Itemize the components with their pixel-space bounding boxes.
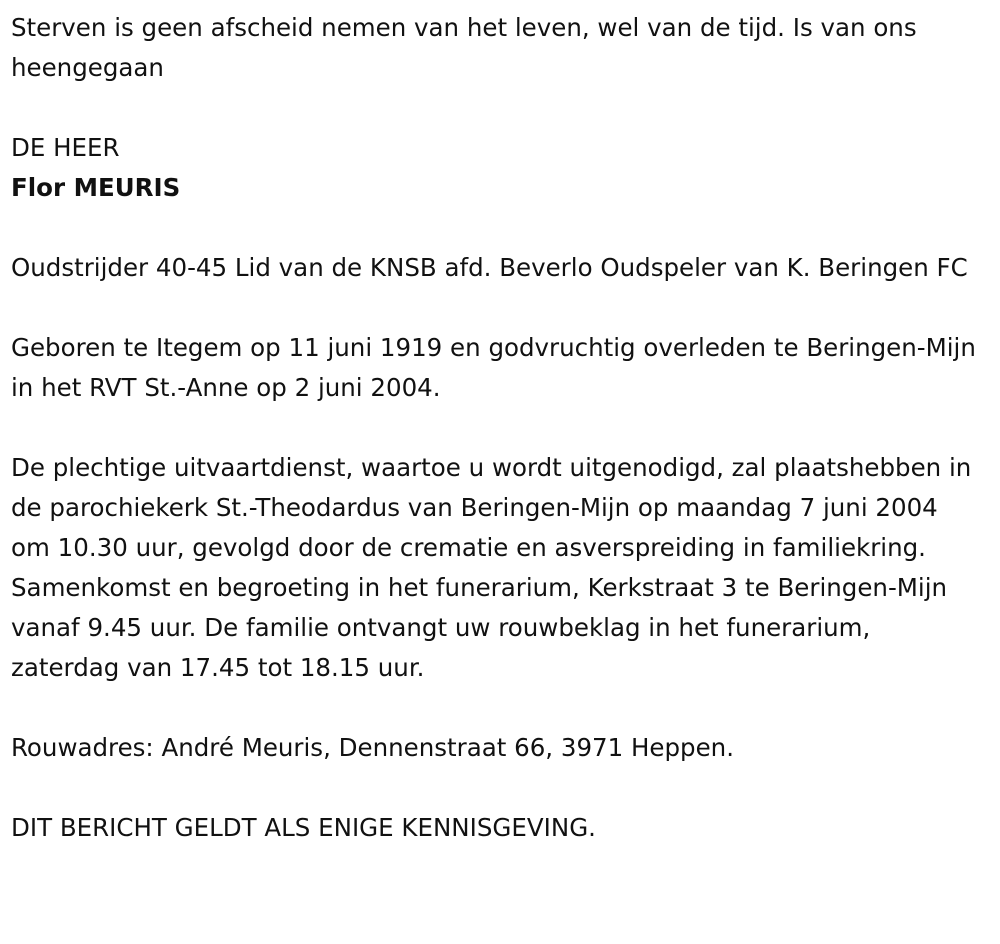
birth-death-text: Geboren te Itegem op 11 juni 1919 en godvruchtig overleden te Beringen-Mijn in het RVT St.-Anne op 2 juni 2004. bbox=[11, 333, 976, 402]
spacer bbox=[11, 88, 980, 128]
spacer bbox=[11, 768, 980, 808]
spacer bbox=[11, 208, 980, 248]
titles-text: Oudstrijder 40-45 Lid van de KNSB afd. Beverlo Oudspeler van K. Beringen FC bbox=[11, 253, 968, 282]
intro-text: Sterven is geen afscheid nemen van het leven, wel van de tijd. Is van ons heengegaan bbox=[11, 13, 917, 82]
closing-text: DIT BERICHT GELDT ALS ENIGE KENNISGEVING. bbox=[11, 813, 596, 842]
funeral-text: De plechtige uitvaartdienst, waartoe u wordt uitgenodigd, zal plaatshebben in de parochiekerk St.-Theodardus van Beringen-Mijn op maandag 7 juni 2004 om 10.30 uur, gevolgd door de crematie en asverspreiding in familiekring. Samenkomst en begroeting in het funerarium, Kerkstraat 3 te Beringen-Mijn vanaf 9.45 uur. De familie ontvangt uw rouwbeklag in het funerarium, zaterdag van 17.45 tot 18.15 uur. bbox=[11, 453, 972, 682]
address-text: Rouwadres: André Meuris, Dennenstraat 66, 3971 Heppen. bbox=[11, 733, 734, 762]
deceased-name: Flor MEURIS bbox=[11, 173, 181, 202]
spacer bbox=[11, 688, 980, 728]
spacer bbox=[11, 408, 980, 448]
honorific: DE HEER bbox=[11, 133, 120, 162]
spacer bbox=[11, 288, 980, 328]
